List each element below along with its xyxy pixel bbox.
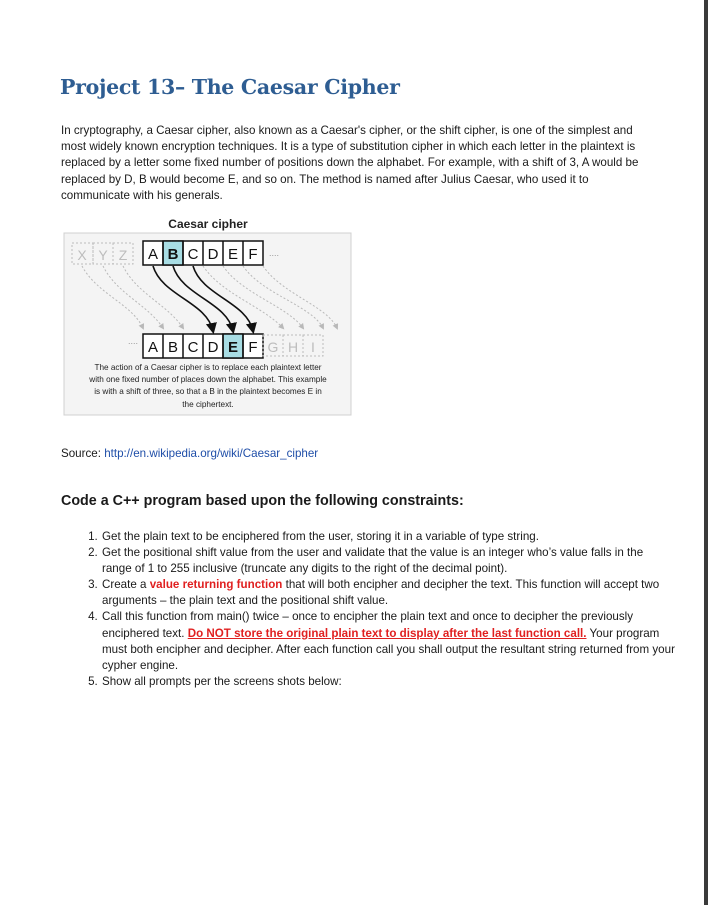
top-letter-cells [143, 241, 263, 265]
constraint-text: Create a [102, 578, 150, 592]
bottom-letter: F [248, 339, 258, 356]
top-letter-highlighted: B [167, 246, 179, 263]
bottom-letter-cells [143, 334, 263, 358]
constraint-item [101, 609, 676, 673]
highlight-do-not-store-warning: Do NOT store the original plain text to display after the last function call. [187, 626, 587, 640]
bottom-letter-highlighted: E [227, 339, 239, 356]
page-title: Project 13– The Caesar Cipher [60, 75, 400, 99]
constraints-list [61, 529, 676, 690]
figure-title: Caesar cipher [168, 217, 248, 231]
top-letter: E [227, 246, 239, 263]
constraints-heading: Code a C++ program based upon the following constraints: [61, 493, 464, 509]
bottom-letter: C [187, 339, 199, 356]
bottom-letter: B [167, 339, 179, 356]
top-letter: F [248, 246, 258, 263]
top-ellipsis: .... [269, 248, 280, 258]
bottom-faded-letter: H [287, 339, 299, 355]
source-line [61, 447, 318, 460]
top-faded-letter: X [77, 247, 87, 263]
constraint-text: Get the plain text to be enciphered from the user, storing it in a variable of type string. [102, 530, 539, 543]
top-faded-letter: Z [118, 247, 128, 263]
constraint-text: Get the positional shift value from the user and validate that the value is an integer who’s value falls in the range of 1 to 255 inclusive (truncate any digits to the right of the decimal point). [102, 546, 644, 576]
caption-line: The action of a Caesar cipher is to replace each plaintext letter [94, 363, 322, 372]
top-letter: D [207, 246, 219, 263]
bottom-letter: A [147, 339, 159, 356]
top-letter: C [187, 246, 199, 263]
caption-line: with one fixed number of places down the alphabet. This example [89, 375, 327, 384]
constraint-item [101, 529, 676, 545]
bottom-faded-cells [263, 335, 323, 356]
bottom-faded-letter: G [267, 339, 279, 355]
top-faded-letter: Y [98, 247, 108, 263]
source-link[interactable]: http://en.wikipedia.org/wiki/Caesar_cipher [104, 447, 319, 460]
intro-paragraph: In cryptography, a Caesar cipher, also known as a Caesar's cipher, or the shift cipher, is one of the simplest and most widely known encryption techniques. It is a type of substitution cipher in which each letter in the plaintext is replaced by a letter some fixed number of positions down the alphabet. For example, with a shift of 3, A would be replaced by D, B would become E, and so on. The method is named after Julius Caesar, who used it to communicate with his generals. [61, 124, 639, 202]
caesar-cipher-figure [62, 214, 353, 416]
caesar-cipher-diagram [62, 214, 353, 416]
bottom-faded-letter: I [311, 339, 315, 355]
bottom-letter: D [207, 339, 219, 356]
bottom-ellipsis: .... [128, 336, 139, 346]
constraint-text: that will both encipher and decipher the text. This function will accept two arguments – the plain text and the positional shift value. [102, 578, 660, 608]
highlight-value-returning-function: value returning function [149, 578, 283, 592]
constraint-text: Your program must both encipher and decipher. After each function call you shall output the resultant string returned from your cypher engine. [102, 626, 675, 672]
constraint-item [101, 577, 676, 609]
top-faded-cells [72, 243, 133, 264]
constraint-text: Call this function from main() twice – once to encipher the plain text and once to decipher the previously enciphered text. [102, 610, 634, 640]
constraint-item [101, 545, 676, 577]
constraint-item [101, 674, 676, 690]
top-letter: A [147, 246, 159, 263]
caption-line: the ciphertext. [182, 400, 234, 409]
constraint-text: Show all prompts per the screens shots below: [102, 674, 342, 688]
source-label: Source: [61, 447, 101, 460]
page-edge [704, 0, 708, 905]
caption-line: is with a shift of three, so that a B in the plaintext becomes E in [94, 387, 322, 396]
